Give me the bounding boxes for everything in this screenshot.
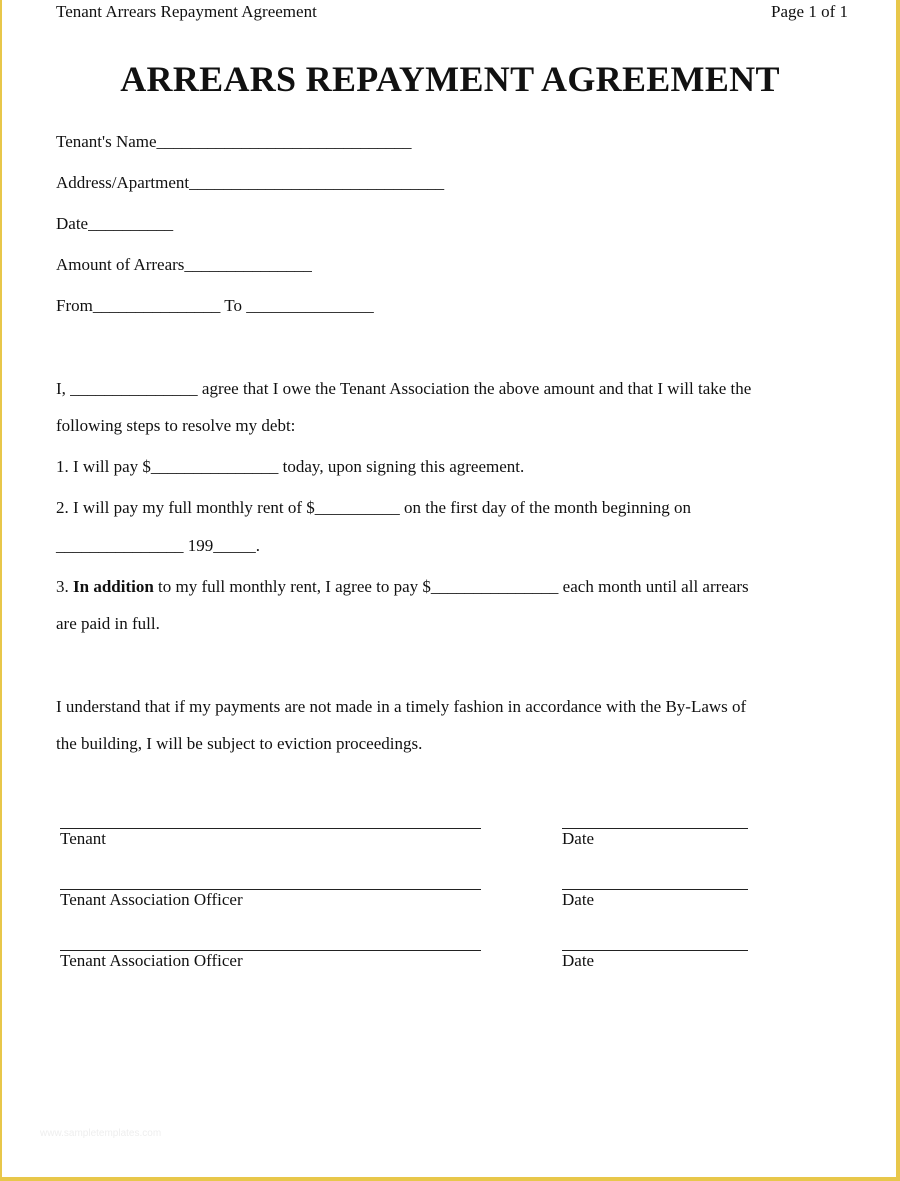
running-header-title: Tenant Arrears Repayment Agreement [56,2,317,21]
signature-label: Tenant [60,829,107,848]
step-2-line-1: 2. I will pay my full monthly rent of $__________ on the first day of the month beginning on [56,498,692,517]
step-3-line-1 [56,577,749,597]
step-2-line-2: _______________ 199_____. [56,536,260,555]
signature-label: Tenant Association Officer [60,890,243,909]
intro-line-1: I, _______________ agree that I owe the Tenant Association the above amount and that I will take the [56,379,752,398]
step-3-prefix: 3. [56,577,73,596]
amount-of-arrears-field: Amount of Arrears_______________ [56,255,312,274]
document-title: ARREARS REPAYMENT AGREEMENT [120,59,780,99]
intro-line-2: following steps to resolve my debt: [56,416,296,435]
step-3-rest: to my full monthly rent, I agree to pay $_______________ each month until all arrears [153,577,749,596]
watermark: www.sampletemplates.com [40,1128,162,1139]
signature-date-label: Date [562,951,595,970]
from-to-field: From_______________ To _______________ [56,296,374,315]
signature-line [60,828,481,829]
step-3-bold: In addition [73,577,154,596]
step-3-line-2: are paid in full. [56,614,160,633]
step-1: 1. I will pay $_______________ today, upon signing this agreement. [56,457,525,476]
tenant-name-field: Tenant's Name______________________________ [56,132,412,151]
signature-date-label: Date [562,829,595,848]
address-field: Address/Apartment______________________________ [56,173,445,192]
understand-line-1: I understand that if my payments are not made in a timely fashion in accordance with the By-Laws of [56,697,747,716]
page-indicator: Page 1 of 1 [771,2,848,21]
date-field: Date__________ [56,214,174,233]
signature-label: Tenant Association Officer [60,951,243,970]
signature-date-label: Date [562,890,595,909]
understand-line-2: the building, I will be subject to eviction proceedings. [56,734,423,753]
